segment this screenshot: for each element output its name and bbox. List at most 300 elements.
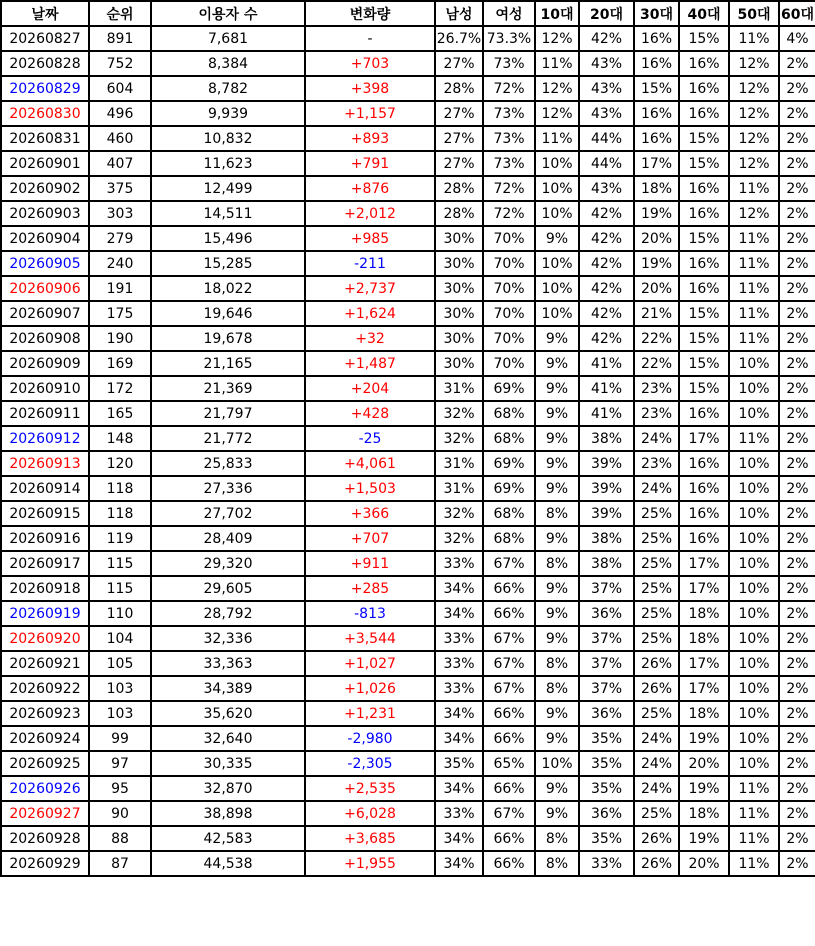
cell-age-60: 2% [779,301,815,326]
cell-age-60: 2% [779,401,815,426]
cell-age-50: 10% [729,501,779,526]
cell-age-10: 8% [535,651,579,676]
cell-age-20: 33% [579,851,634,876]
cell-rank: 240 [89,251,151,276]
cell-date: 20260922 [1,676,89,701]
cell-female: 70% [483,251,535,276]
cell-age-20: 36% [579,801,634,826]
cell-age-30: 25% [634,551,679,576]
cell-age-50: 11% [729,276,779,301]
cell-date: 20260920 [1,626,89,651]
cell-change: +1,955 [305,851,435,876]
cell-female: 73% [483,151,535,176]
header-age-40: 40대 [679,1,729,26]
header-change: 변화량 [305,1,435,26]
cell-female: 67% [483,676,535,701]
cell-age-60: 2% [779,476,815,501]
cell-change: +204 [305,376,435,401]
cell-rank: 104 [89,626,151,651]
cell-change: +893 [305,126,435,151]
cell-age-20: 41% [579,351,634,376]
cell-age-50: 10% [729,676,779,701]
table-row [1,226,815,251]
cell-users: 30,335 [151,751,305,776]
cell-age-60: 2% [779,251,815,276]
cell-change: +366 [305,501,435,526]
cell-age-20: 35% [579,751,634,776]
cell-change: +428 [305,401,435,426]
cell-age-60: 2% [779,776,815,801]
cell-age-50: 10% [729,476,779,501]
cell-rank: 120 [89,451,151,476]
cell-age-20: 38% [579,551,634,576]
cell-change: -211 [305,251,435,276]
cell-change: +1,503 [305,476,435,501]
cell-age-30: 16% [634,26,679,51]
cell-age-60: 2% [779,176,815,201]
cell-users: 32,336 [151,626,305,651]
cell-date: 20260919 [1,601,89,626]
cell-age-40: 16% [679,476,729,501]
cell-age-30: 23% [634,451,679,476]
cell-users: 21,772 [151,426,305,451]
header-row [1,1,815,26]
cell-age-50: 11% [729,426,779,451]
table-row [1,326,815,351]
cell-age-60: 2% [779,51,815,76]
cell-age-20: 41% [579,376,634,401]
cell-age-40: 17% [679,576,729,601]
cell-users: 21,369 [151,376,305,401]
cell-rank: 752 [89,51,151,76]
table-row [1,51,815,76]
cell-female: 70% [483,276,535,301]
cell-age-10: 12% [535,26,579,51]
cell-female: 67% [483,801,535,826]
cell-age-20: 39% [579,501,634,526]
cell-age-20: 42% [579,201,634,226]
table-row [1,751,815,776]
cell-male: 31% [435,376,483,401]
cell-age-10: 9% [535,351,579,376]
cell-age-30: 26% [634,676,679,701]
cell-age-60: 2% [779,501,815,526]
table-row [1,176,815,201]
cell-users: 8,384 [151,51,305,76]
cell-age-10: 10% [535,251,579,276]
cell-age-40: 20% [679,851,729,876]
cell-female: 65% [483,751,535,776]
cell-age-20: 43% [579,76,634,101]
table-row [1,426,815,451]
cell-male: 32% [435,426,483,451]
table-row [1,151,815,176]
cell-change: +285 [305,576,435,601]
cell-age-50: 10% [729,751,779,776]
cell-male: 34% [435,826,483,851]
cell-age-30: 24% [634,751,679,776]
cell-female: 73% [483,101,535,126]
cell-age-20: 42% [579,301,634,326]
cell-male: 30% [435,351,483,376]
cell-age-20: 37% [579,651,634,676]
cell-date: 20260929 [1,851,89,876]
cell-age-10: 9% [535,401,579,426]
cell-date: 20260918 [1,576,89,601]
cell-age-10: 9% [535,376,579,401]
cell-rank: 375 [89,176,151,201]
cell-age-10: 9% [535,626,579,651]
cell-users: 21,797 [151,401,305,426]
cell-change: +32 [305,326,435,351]
cell-age-60: 2% [779,551,815,576]
table-row [1,826,815,851]
cell-age-40: 18% [679,701,729,726]
cell-age-30: 22% [634,326,679,351]
cell-age-40: 15% [679,151,729,176]
cell-rank: 103 [89,676,151,701]
cell-female: 66% [483,776,535,801]
cell-users: 27,336 [151,476,305,501]
cell-age-40: 17% [679,651,729,676]
cell-age-40: 16% [679,201,729,226]
cell-date: 20260928 [1,826,89,851]
cell-age-60: 2% [779,576,815,601]
cell-age-20: 41% [579,401,634,426]
cell-date: 20260916 [1,526,89,551]
cell-male: 31% [435,451,483,476]
cell-date: 20260907 [1,301,89,326]
cell-date: 20260908 [1,326,89,351]
table-row [1,651,815,676]
cell-rank: 87 [89,851,151,876]
cell-age-40: 16% [679,276,729,301]
cell-users: 44,538 [151,851,305,876]
cell-age-20: 37% [579,676,634,701]
cell-male: 26.7% [435,26,483,51]
table-row [1,201,815,226]
cell-female: 68% [483,426,535,451]
cell-age-50: 12% [729,126,779,151]
cell-age-30: 19% [634,251,679,276]
table-row [1,376,815,401]
cell-age-50: 11% [729,801,779,826]
cell-users: 18,022 [151,276,305,301]
cell-users: 42,583 [151,826,305,851]
cell-age-30: 18% [634,176,679,201]
cell-age-50: 10% [729,526,779,551]
cell-age-30: 15% [634,76,679,101]
cell-female: 69% [483,476,535,501]
cell-age-40: 19% [679,726,729,751]
cell-male: 30% [435,301,483,326]
cell-female: 67% [483,551,535,576]
cell-change: +2,737 [305,276,435,301]
table-row [1,401,815,426]
cell-rank: 604 [89,76,151,101]
cell-change: +1,231 [305,701,435,726]
cell-users: 21,165 [151,351,305,376]
cell-female: 67% [483,626,535,651]
header-age-50: 50대 [729,1,779,26]
cell-age-20: 36% [579,701,634,726]
cell-female: 70% [483,226,535,251]
header-age-60: 60대 [779,1,815,26]
cell-change: +4,061 [305,451,435,476]
cell-age-20: 38% [579,526,634,551]
cell-male: 34% [435,701,483,726]
cell-users: 35,620 [151,701,305,726]
cell-date: 20260914 [1,476,89,501]
cell-change: -25 [305,426,435,451]
cell-female: 73.3% [483,26,535,51]
cell-age-40: 17% [679,551,729,576]
cell-change: +707 [305,526,435,551]
cell-age-10: 12% [535,101,579,126]
cell-age-60: 2% [779,601,815,626]
cell-rank: 115 [89,551,151,576]
cell-change: +1,026 [305,676,435,701]
cell-age-60: 2% [779,851,815,876]
cell-date: 20260913 [1,451,89,476]
cell-age-60: 2% [779,426,815,451]
cell-male: 32% [435,501,483,526]
cell-users: 15,285 [151,251,305,276]
cell-female: 66% [483,851,535,876]
cell-date: 20260911 [1,401,89,426]
cell-date: 20260827 [1,26,89,51]
cell-age-60: 2% [779,276,815,301]
cell-date: 20260831 [1,126,89,151]
cell-rank: 460 [89,126,151,151]
cell-age-30: 25% [634,526,679,551]
cell-male: 27% [435,51,483,76]
table-body [1,26,815,876]
cell-rank: 891 [89,26,151,51]
header-date: 날짜 [1,1,89,26]
cell-age-20: 44% [579,126,634,151]
cell-date: 20260917 [1,551,89,576]
cell-rank: 172 [89,376,151,401]
cell-age-10: 9% [535,326,579,351]
cell-age-20: 35% [579,776,634,801]
cell-date: 20260926 [1,776,89,801]
table-row [1,626,815,651]
cell-female: 73% [483,51,535,76]
cell-age-50: 12% [729,76,779,101]
cell-female: 66% [483,826,535,851]
cell-rank: 97 [89,751,151,776]
cell-age-10: 9% [535,526,579,551]
cell-male: 34% [435,776,483,801]
cell-male: 34% [435,726,483,751]
cell-age-10: 10% [535,201,579,226]
cell-age-20: 43% [579,51,634,76]
cell-date: 20260902 [1,176,89,201]
cell-date: 20260923 [1,701,89,726]
header-age-10: 10대 [535,1,579,26]
cell-rank: 148 [89,426,151,451]
cell-age-30: 26% [634,851,679,876]
cell-rank: 303 [89,201,151,226]
cell-change: +1,487 [305,351,435,376]
table-row [1,851,815,876]
cell-female: 72% [483,176,535,201]
table-row [1,551,815,576]
cell-female: 72% [483,76,535,101]
cell-age-50: 12% [729,201,779,226]
cell-female: 70% [483,326,535,351]
cell-female: 72% [483,201,535,226]
cell-male: 33% [435,676,483,701]
cell-age-20: 36% [579,601,634,626]
cell-age-40: 19% [679,776,729,801]
cell-age-20: 42% [579,26,634,51]
cell-users: 9,939 [151,101,305,126]
cell-age-60: 2% [779,76,815,101]
cell-age-40: 16% [679,101,729,126]
cell-date: 20260906 [1,276,89,301]
table-row [1,726,815,751]
cell-date: 20260915 [1,501,89,526]
cell-change: +1,624 [305,301,435,326]
cell-users: 28,792 [151,601,305,626]
cell-age-50: 10% [729,601,779,626]
cell-age-30: 25% [634,801,679,826]
cell-age-10: 9% [535,726,579,751]
cell-age-60: 2% [779,726,815,751]
cell-age-60: 2% [779,826,815,851]
table-row [1,776,815,801]
cell-age-50: 11% [729,251,779,276]
cell-users: 33,363 [151,651,305,676]
cell-age-10: 9% [535,776,579,801]
table-row [1,601,815,626]
cell-users: 32,870 [151,776,305,801]
cell-age-30: 24% [634,726,679,751]
cell-age-50: 11% [729,851,779,876]
cell-change: +3,685 [305,826,435,851]
cell-male: 27% [435,101,483,126]
cell-age-40: 16% [679,76,729,101]
cell-age-50: 10% [729,351,779,376]
cell-users: 7,681 [151,26,305,51]
cell-age-10: 10% [535,176,579,201]
cell-rank: 105 [89,651,151,676]
cell-age-40: 16% [679,251,729,276]
cell-male: 31% [435,476,483,501]
cell-age-20: 44% [579,151,634,176]
cell-age-10: 9% [535,476,579,501]
cell-female: 70% [483,351,535,376]
cell-age-20: 35% [579,826,634,851]
cell-change: +2,012 [305,201,435,226]
cell-age-10: 9% [535,601,579,626]
cell-female: 66% [483,701,535,726]
cell-users: 38,898 [151,801,305,826]
cell-age-60: 2% [779,351,815,376]
cell-age-30: 25% [634,601,679,626]
header-age-20: 20대 [579,1,634,26]
cell-rank: 99 [89,726,151,751]
cell-date: 20260921 [1,651,89,676]
cell-change: +985 [305,226,435,251]
table-row [1,76,815,101]
cell-age-30: 26% [634,651,679,676]
cell-age-40: 18% [679,626,729,651]
cell-users: 11,623 [151,151,305,176]
cell-age-10: 9% [535,701,579,726]
table-row [1,126,815,151]
cell-rank: 118 [89,501,151,526]
cell-age-40: 15% [679,126,729,151]
cell-rank: 119 [89,526,151,551]
cell-female: 69% [483,376,535,401]
table-row [1,351,815,376]
cell-change: -2,980 [305,726,435,751]
cell-male: 34% [435,576,483,601]
cell-age-10: 10% [535,301,579,326]
cell-age-10: 10% [535,276,579,301]
cell-female: 73% [483,126,535,151]
cell-age-60: 2% [779,751,815,776]
table-row [1,26,815,51]
cell-age-20: 37% [579,626,634,651]
table-row [1,501,815,526]
cell-age-40: 17% [679,676,729,701]
cell-change: +791 [305,151,435,176]
cell-age-60: 2% [779,701,815,726]
cell-age-30: 23% [634,401,679,426]
cell-rank: 90 [89,801,151,826]
cell-date: 20260912 [1,426,89,451]
cell-age-20: 39% [579,476,634,501]
cell-age-20: 42% [579,326,634,351]
cell-age-40: 17% [679,426,729,451]
cell-age-50: 11% [729,26,779,51]
cell-age-10: 8% [535,501,579,526]
cell-age-60: 2% [779,201,815,226]
cell-date: 20260901 [1,151,89,176]
table-row [1,451,815,476]
cell-age-40: 16% [679,451,729,476]
cell-age-40: 19% [679,826,729,851]
header-male: 남성 [435,1,483,26]
header-age-30: 30대 [634,1,679,26]
cell-users: 10,832 [151,126,305,151]
cell-age-20: 43% [579,101,634,126]
cell-male: 32% [435,401,483,426]
cell-date: 20260904 [1,226,89,251]
cell-change: -813 [305,601,435,626]
cell-date: 20260905 [1,251,89,276]
cell-age-50: 10% [729,451,779,476]
cell-date: 20260924 [1,726,89,751]
cell-age-40: 16% [679,401,729,426]
cell-male: 28% [435,176,483,201]
cell-age-50: 11% [729,226,779,251]
cell-users: 27,702 [151,501,305,526]
cell-age-50: 12% [729,151,779,176]
cell-rank: 103 [89,701,151,726]
cell-age-40: 20% [679,751,729,776]
cell-age-50: 10% [729,651,779,676]
cell-male: 27% [435,126,483,151]
cell-age-10: 9% [535,576,579,601]
cell-age-40: 16% [679,51,729,76]
cell-change: +6,028 [305,801,435,826]
cell-age-10: 8% [535,676,579,701]
